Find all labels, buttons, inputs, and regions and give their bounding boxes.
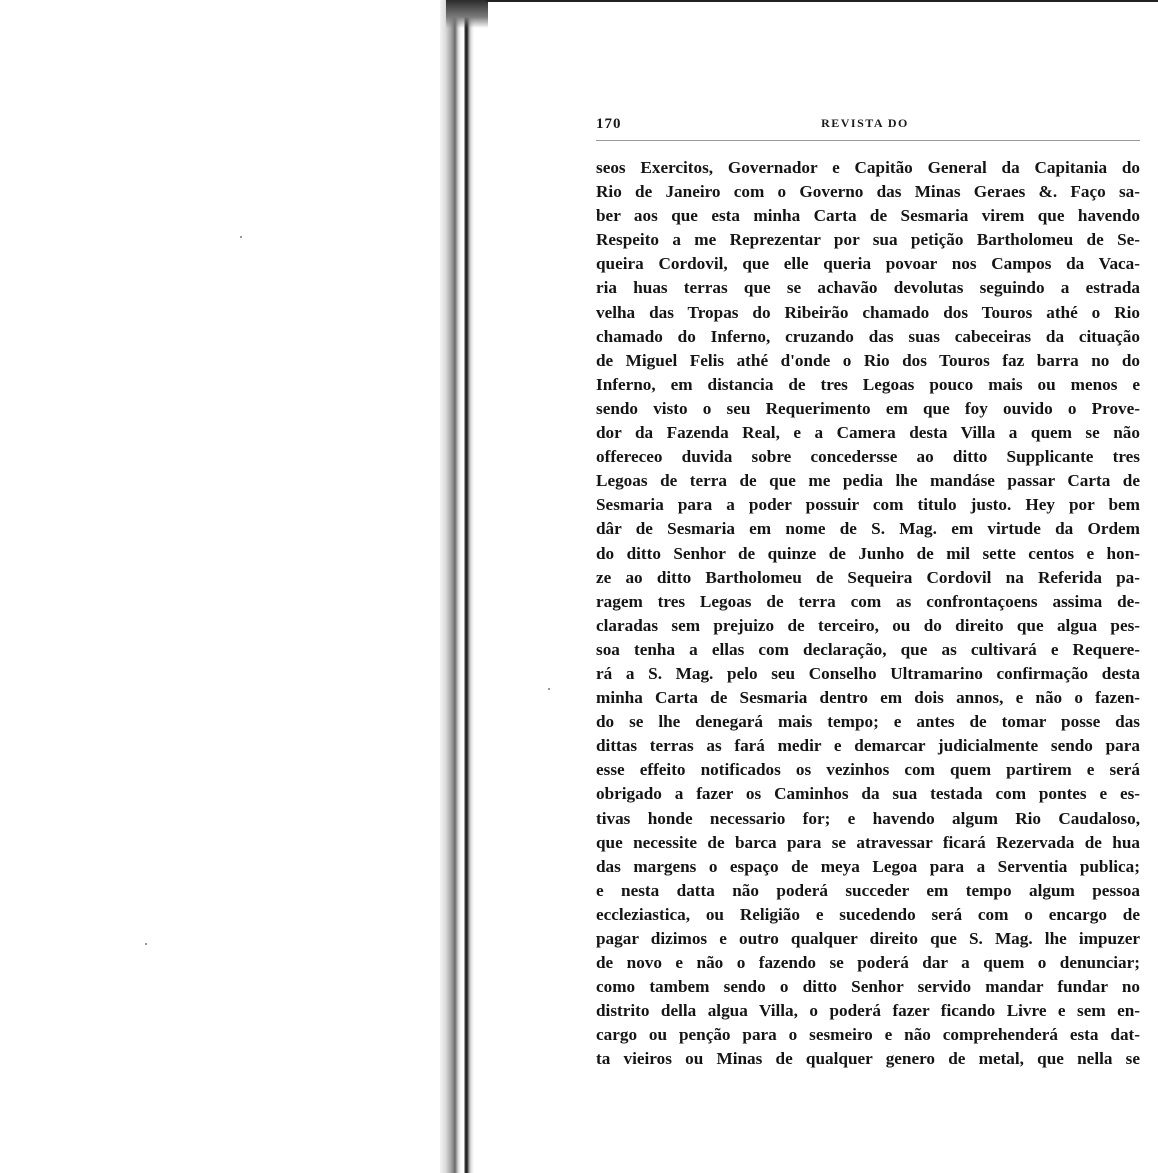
text-line: esse effeito notificados os vezinhos com quem partirem e será <box>596 760 1140 780</box>
text-line: dor da Fazenda Real, e a Camera desta Villa a quem se não <box>596 423 1140 443</box>
text-line: ber aos que esta minha Carta de Sesmaria virem que havendo <box>596 206 1140 226</box>
text-line: como tambem sendo o ditto Senhor servido mandar fundar no <box>596 977 1140 997</box>
text-line: chamado do Inferno, cruzando das suas cabeceiras da cituação <box>596 326 1140 346</box>
text-line: queira Cordovil, que elle queria povoar nos Campos da Vaca- <box>596 254 1140 274</box>
text-line: soa tenha a ellas com declaração, que as cultivará e Requere- <box>596 639 1140 659</box>
text-line: do ditto Senhor de quinze de Junho de mil sette centos e hon- <box>596 543 1140 563</box>
text-line: dâr de Sesmaria em nome de S. Mag. em virtude da Ordem <box>596 519 1140 539</box>
text-line: e nesta datta não poderá succeder em tempo algum pessoa <box>596 880 1140 900</box>
text-line: de novo e não o fazendo se poderá dar a quem o denunciar; <box>596 953 1140 973</box>
text-line: Legoas de terra de que me pedia lhe mandáse passar Carta de <box>596 471 1140 491</box>
text-line: pagar dizimos e outro qualquer direito que S. Mag. lhe impuzer <box>596 929 1140 948</box>
text-line: obrigado a fazer os Caminhos da sua testada com pontes e es- <box>596 784 1140 804</box>
text-line: claradas sem prejuizo de terceiro, ou do direito que algua pes- <box>596 615 1140 635</box>
running-head <box>596 116 1134 138</box>
right-page <box>486 0 1158 1173</box>
text-line: sendo visto o seu Requerimento em que foy ouvido o Prove- <box>596 398 1140 418</box>
gutter-shadow <box>446 0 488 28</box>
text-line: das margens o espaço de meya Legoa para a Serventia publica; <box>596 856 1140 876</box>
text-line: ze ao ditto Bartholomeu de Sequeira Cordovil na Referida pa- <box>596 567 1140 587</box>
text-line: cargo ou penção para o sesmeiro e não comprehenderá esta dat- <box>596 1025 1140 1045</box>
page-top-edge <box>486 0 1158 2</box>
text-line: velha das Tropas do Ribeirão chamado dos Touros athé o Rio <box>596 302 1140 322</box>
text-line: eccleziastica, ou Religião e sucedendo será com o encargo de <box>596 904 1140 924</box>
text-line: seos Exercitos, Governador e Capitão General da Capitania do <box>596 158 1140 177</box>
text-line: rá a S. Mag. pelo seu Conselho Ultramarino confirmação desta <box>596 663 1140 683</box>
text-line: que necessite de barca para se atravessar ficará Rezervada de hua <box>596 832 1140 852</box>
text-line: ria huas terras que se achavão devolutas seguindo a estrada <box>596 278 1140 298</box>
journal-title: REVISTA DO <box>821 116 909 130</box>
text-line: Inferno, em distancia de tres Legoas pouco mais ou menos e <box>596 374 1140 394</box>
text-line: Sesmaria para a poder possuir com titulo justo. Hey por bem <box>596 495 1140 515</box>
book-gutter <box>440 0 486 1173</box>
text-line: ragem tres Legoas de terra com as confrontaçoens assima de- <box>596 591 1140 611</box>
page-number: 170 <box>596 116 622 132</box>
text-line: dittas terras as fará medir e demarcar judicialmente sendo para <box>596 736 1140 756</box>
paper-speck <box>240 236 242 238</box>
text-line: Rio de Janeiro com o Governo das Minas Geraes &. Faço sa- <box>596 182 1140 202</box>
header-rule <box>596 140 1140 141</box>
text-line: offereceo duvida sobre concedersse ao ditto Supplicante tres <box>596 447 1140 467</box>
text-line: distrito della algua Villa, o poderá fazer ficando Livre e sem en- <box>596 1001 1140 1021</box>
text-line: Respeito a me Reprezentar por sua petição Bartholomeu de Se- <box>596 230 1140 250</box>
text-line: de Miguel Felis athé d'onde o Rio dos Touros faz barra no do <box>596 350 1140 370</box>
body-text <box>596 156 1140 1072</box>
text-line: tivas honde necessario for; e havendo algum Rio Caudaloso, <box>596 808 1140 828</box>
text-line: ta vieiros ou Minas de qualquer genero de metal, que nella se <box>596 1049 1140 1069</box>
paper-speck <box>145 943 147 945</box>
text-line: do se lhe denegará mais tempo; e antes de tomar posse das <box>596 712 1140 732</box>
left-blank-page <box>0 0 440 1173</box>
text-line: minha Carta de Sesmaria dentro em dois annos, e não o fazen- <box>596 688 1140 708</box>
